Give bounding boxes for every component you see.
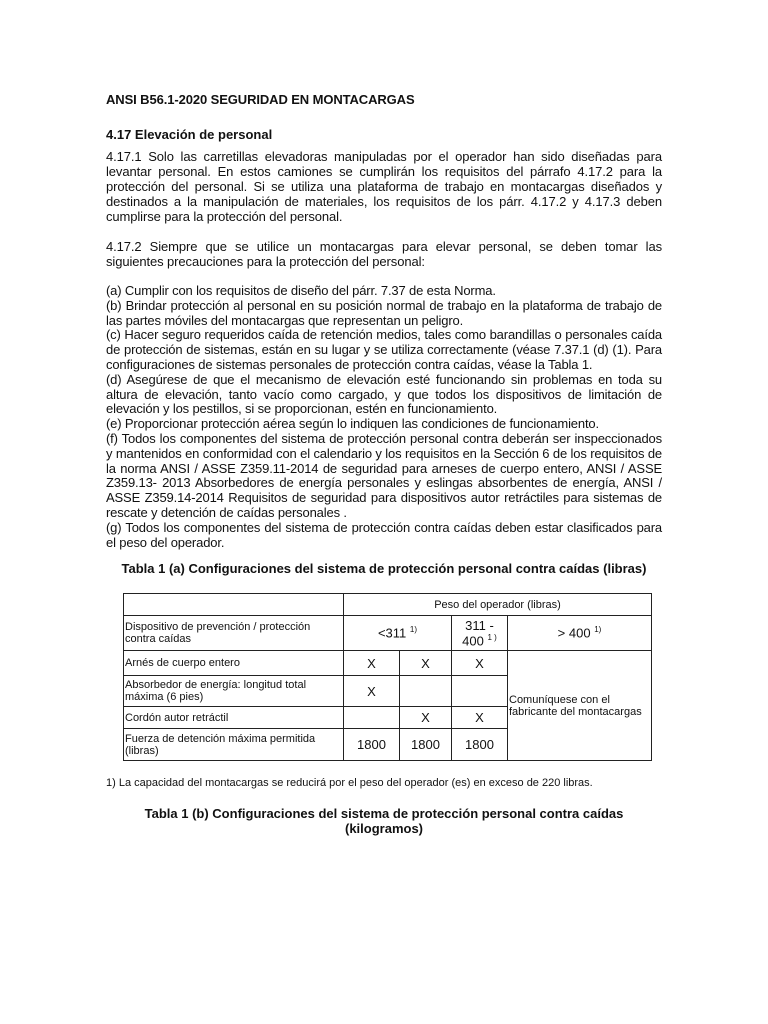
row-label: Arnés de cuerpo entero: [124, 651, 344, 676]
operator-weight-header: Peso del operador (libras): [344, 594, 652, 616]
cell-value: [344, 707, 400, 729]
device-column-header: Dispositivo de prevención / protección contra caídas: [124, 616, 344, 651]
contact-manufacturer-note: Comuníquese con el fabricante del montacargas: [508, 651, 652, 761]
weight-col-over-400: > 400 $^{1)}$: [508, 616, 652, 651]
table-row: [124, 651, 652, 676]
row-label: Cordón autor retráctil: [124, 707, 344, 729]
list-item-g: (g) Todos los componentes del sistema de protección contra caídas deben estar clasificados para el peso del operador.: [106, 519, 662, 550]
table-a-caption: Tabla 1 (a) Configuraciones del sistema de protección personal contra caídas (libras): [121, 561, 647, 576]
section-title: 4.17 Elevación de personal: [106, 127, 273, 142]
paragraph-4-17-1: 4.17.1 Solo las carretillas elevadoras manipuladas por el operador han sido diseñadas para levantar personal. En estos camiones se cumplirán los requisitos del párrafo 4.17.2 para la protección del personal. Si se utiliza una plataforma de trabajo en montacargas diseñados y destinados a la manipulación de materiales, los requisitos de los párr. 4.17.2 y 4.17.3 deben cumplirse para la protección del personal.: [106, 149, 662, 224]
table-b-caption: Tabla 1 (b) Configuraciones del sistema de protección personal contra caídas (kilogramos): [144, 806, 624, 836]
cell-value: [452, 676, 508, 707]
list-item-b: (b) Brindar protección al personal en su posición normal de trabajo en la plataforma de trabajo de las partes móviles del montacargas que representan un peligro.: [106, 297, 662, 328]
weight-col-311-400: 311 - 400 $^{1 )}$: [452, 616, 508, 651]
cell-value: X: [344, 651, 400, 676]
cell-value: [400, 676, 452, 707]
precautions-list: [106, 284, 662, 550]
list-item-d: (d) Asegúrese de que el mecanismo de elevación esté funcionando sin problemas en toda su altura de elevación, tanto vacío como cargado, y que todos los dispositivos de limitación de elevación y los pestillos, si se proporcionan, estén en funcionamiento.: [106, 371, 662, 417]
cell-value: X: [400, 707, 452, 729]
weight-col-under-311: <311 $^{1)}$: [344, 616, 452, 651]
cell-value: 1800: [344, 729, 400, 761]
cell-value: X: [452, 707, 508, 729]
list-item-e: (e) Proporcionar protección aérea según lo indiquen las condiciones de funcionamiento.: [106, 416, 599, 432]
document-title: ANSI B56.1-2020 SEGURIDAD EN MONTACARGAS: [106, 92, 415, 107]
paragraph-4-17-2: 4.17.2 Siempre que se utilice un montacargas para elevar personal, se deben tomar las siguientes precauciones para la protección del personal:: [106, 239, 662, 269]
cell-value: X: [452, 651, 508, 676]
table-footnote: 1) La capacidad del montacargas se reducirá por el peso del operador (es) en exceso de 220 libras.: [106, 777, 593, 789]
fall-protection-table-pounds: [123, 593, 652, 761]
table-corner-cell: [124, 594, 344, 616]
row-label: Absorbedor de energía: longitud total máxima (6 pies): [124, 676, 344, 707]
list-item-a: (a) Cumplir con los requisitos de diseño del párr. 7.37 de esta Norma.: [106, 283, 496, 298]
cell-value: X: [400, 651, 452, 676]
list-item-f: (f) Todos los componentes del sistema de protección personal contra deberán ser inspeccionados y mantenidos en conformidad con el calendario y los requisitos en la Sección 6 de los requisitos de la norma ANSI / ASSE Z359.11-2014 de seguridad para arneses de cuerpo entero, ANSI / ASSE Z359.13- 2013 Absorbedores de energía personales y eslingas absorbentes de energía, ANSI / ASSE Z359.14-2014 Requisitos de seguridad para dispositivos autor retráctiles para sistemas de rescate y detención de caídas personales .: [106, 430, 662, 520]
cell-value: 1800: [452, 729, 508, 761]
cell-value: X: [344, 676, 400, 707]
cell-value: 1800: [400, 729, 452, 761]
list-item-c: (c) Hacer seguro requeridos caída de retención medios, tales como barandillas o personales caída de protección de sistemas, están en su lugar y se utiliza correctamente (véase 7.37.1 (d) (1). Para configuraciones de sistemas personales de protección contra caídas, véase la Tabla 1.: [106, 327, 662, 372]
row-label: Fuerza de detención máxima permitida (libras): [124, 729, 344, 761]
